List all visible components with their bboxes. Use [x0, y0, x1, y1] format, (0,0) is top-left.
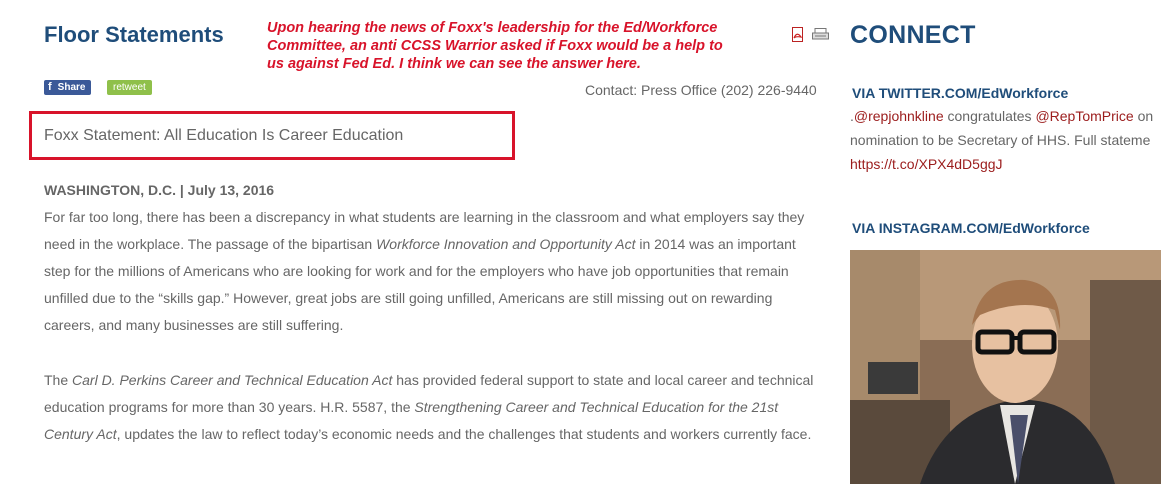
tweet-link[interactable]: https://t.co/XPX4dD5ggJ — [850, 156, 1003, 172]
pdf-icon[interactable] — [792, 27, 803, 42]
page-title: Floor Statements — [44, 22, 224, 47]
print-icon[interactable] — [812, 28, 829, 41]
dateline: WASHINGTON, D.C. | July 13, 2016 — [44, 182, 275, 198]
retweet-button[interactable]: retweet — [107, 80, 152, 95]
tweet — [850, 104, 1161, 176]
share-label: Share — [57, 82, 86, 93]
statement-title[interactable]: Foxx Statement: All Education Is Career Education — [44, 127, 404, 144]
tweet-line-2: nomination to be Secretary of HHS. Full stateme — [850, 132, 1151, 148]
press-contact: Contact: Press Office (202) 226-9440 — [585, 82, 817, 98]
red-annotation-text: Upon hearing the news of Foxx's leadership for the Ed/Workforce Committee, an anti CCSS Warrior asked if Foxx would be a help to us against Fed Ed. I think we can see the answer here. — [267, 20, 723, 72]
connect-heading: CONNECT — [850, 21, 976, 49]
twitter-feed-link[interactable]: VIA TWITTER.COM/EdWorkforce — [852, 85, 1069, 101]
instagram-photo[interactable] — [850, 250, 1161, 484]
mention-reptomprice[interactable]: @RepTomPrice — [1035, 108, 1134, 124]
facebook-share-button[interactable] — [44, 80, 91, 95]
instagram-feed-link[interactable]: VIA INSTAGRAM.COM/EdWorkforce — [852, 220, 1090, 236]
tweet-line-1: .@repjohnkline congratulates @RepTomPrice on — [850, 108, 1154, 124]
paragraph-2: The Carl D. Perkins Career and Technical Education Act has provided federal support to state and local career and technical education programs for more than 30 years. H.R. 5587, the Strengthening Career and Technical Education for the 21st Century Act, updates the law to reflect today’s economic needs and the challenges that students and workers currently face. — [44, 372, 814, 442]
mention-repjohnkline[interactable]: @repjohnkline — [853, 108, 944, 124]
facebook-icon: f — [48, 81, 52, 93]
paragraph-1: For far too long, there has been a discrepancy in what students are learning in the classroom and what employers say they need in the workplace. The passage of the bipartisan Workforce Innovation and Opportunity Act in 2014 was an important step for the millions of Americans who are looking for work and for the employers who have job opportunities that remain unfilled due to the “skills gap.” However, great jobs are still going unfilled, Americans are still missing out on rewarding careers, and many businesses are still suffering. — [44, 209, 805, 333]
